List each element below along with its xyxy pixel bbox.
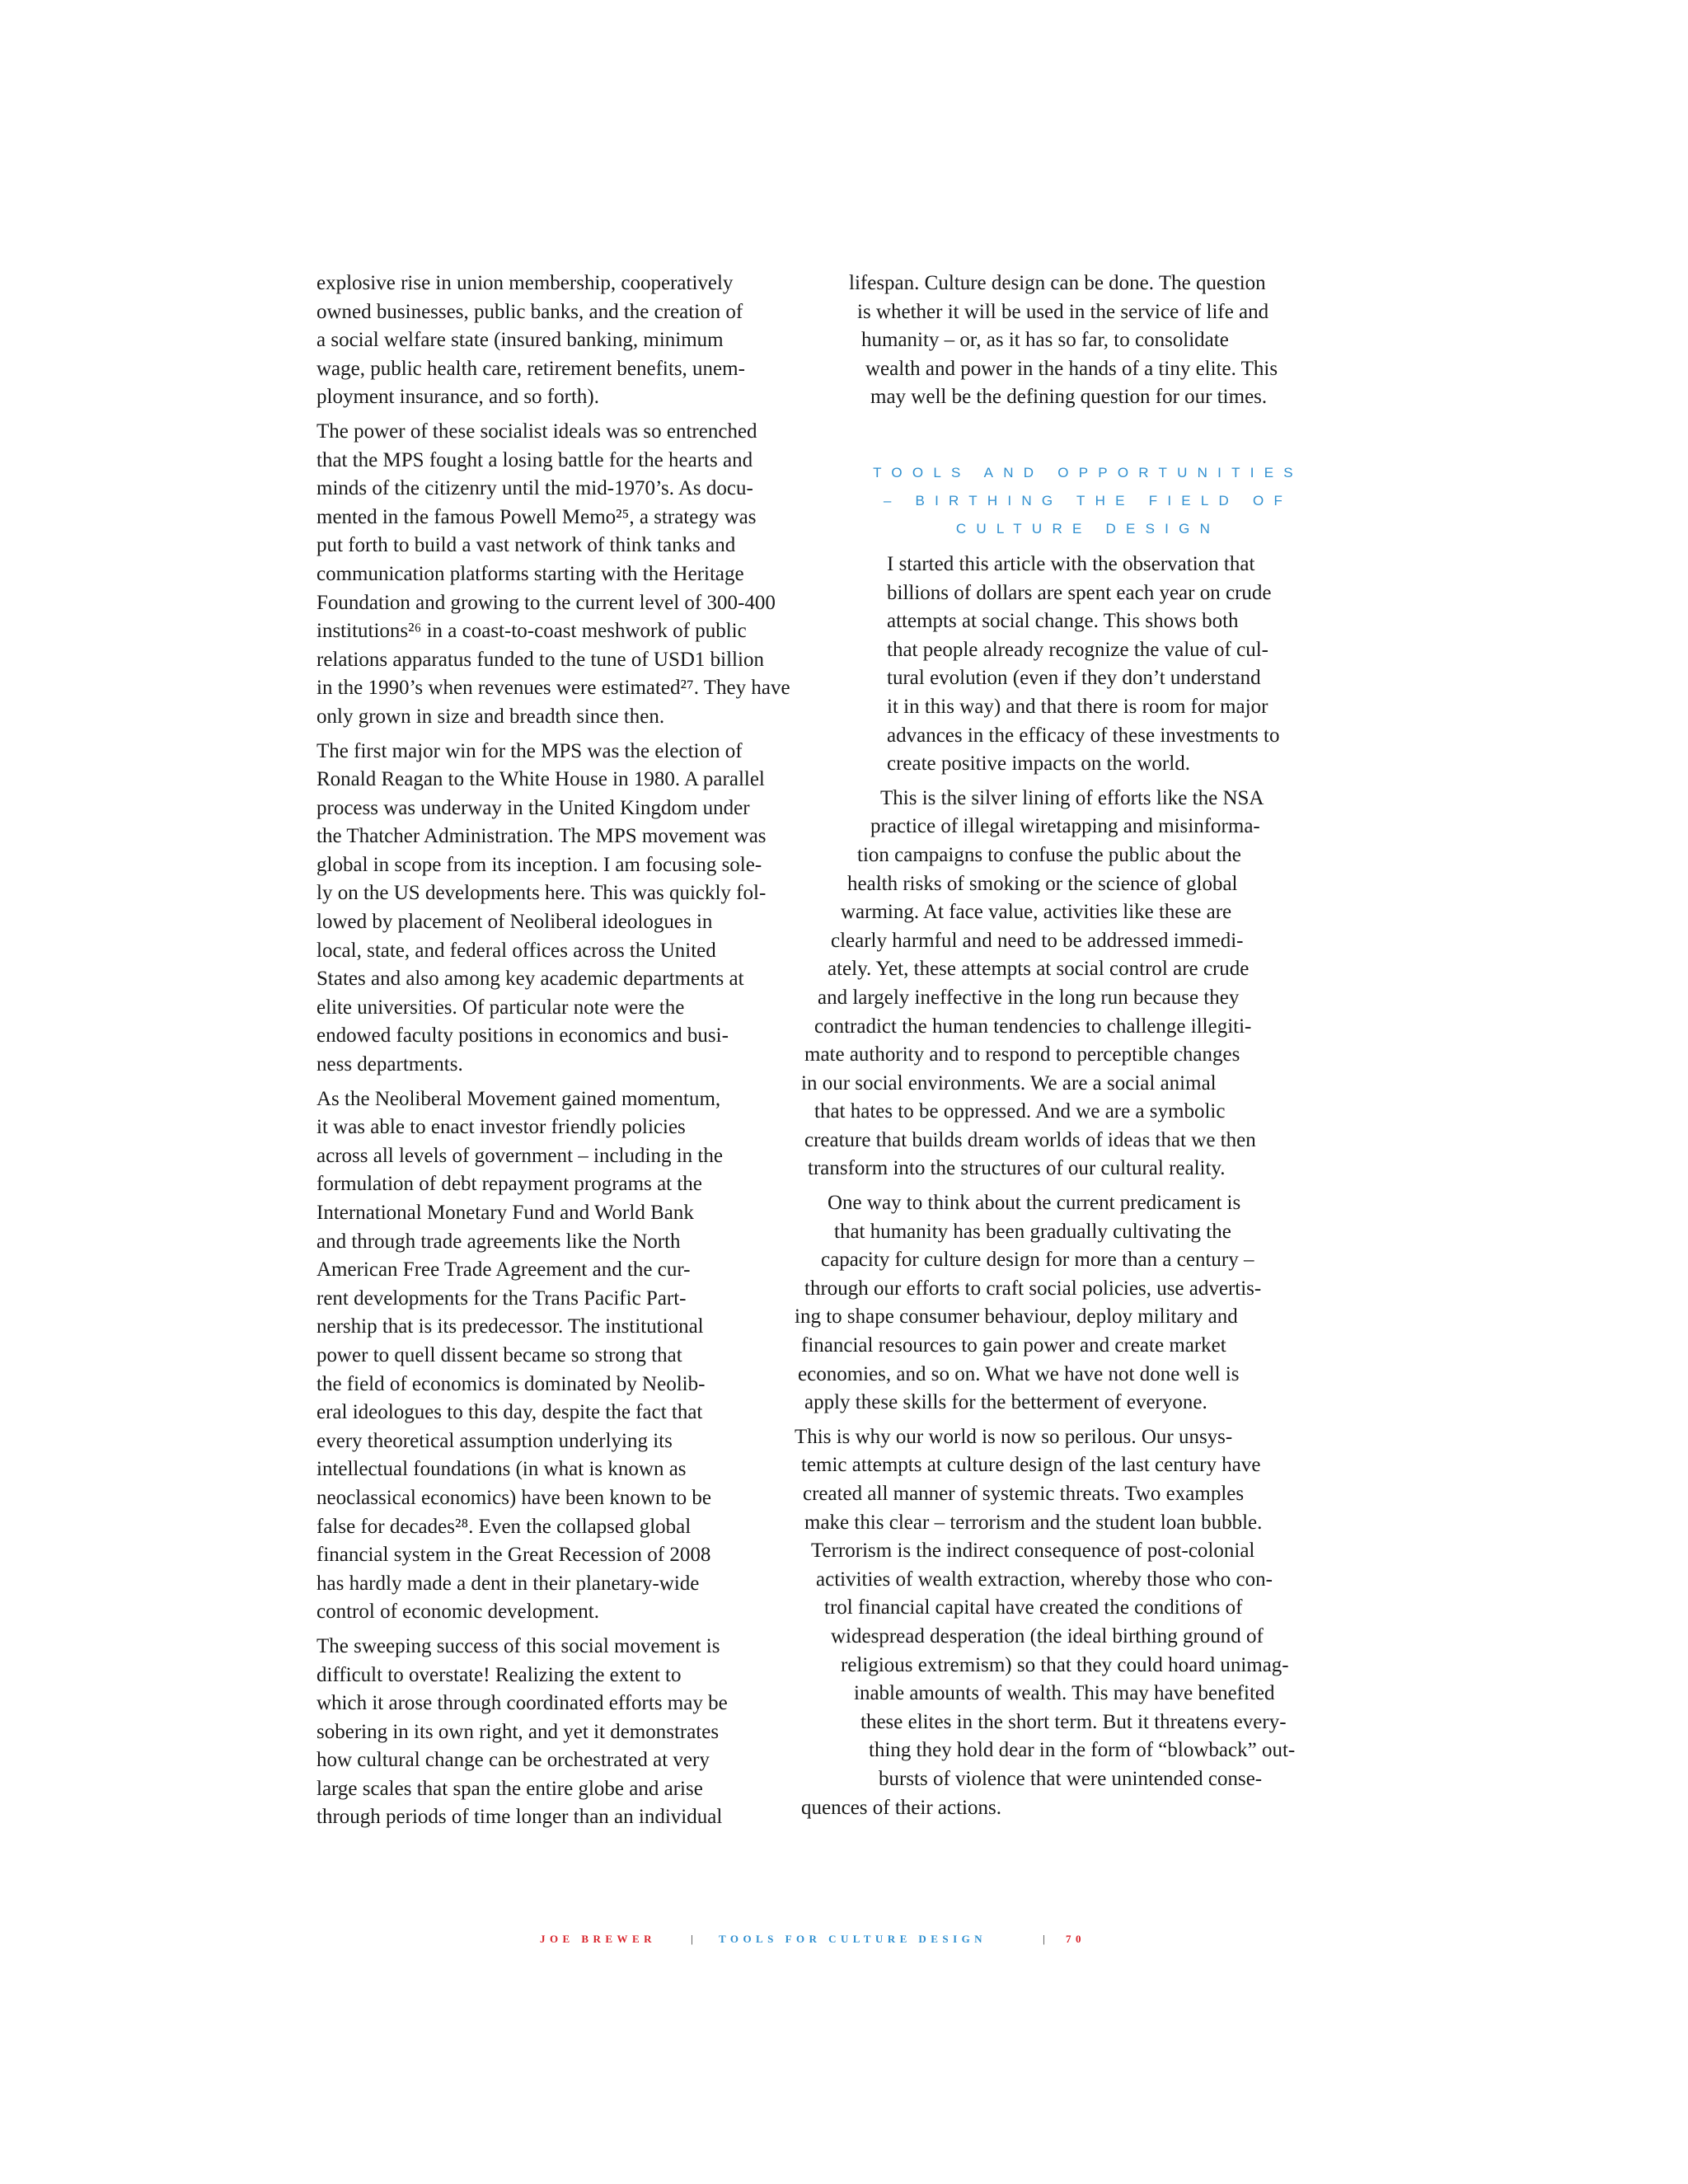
text-line: As the Neoliberal Movement gained momentum, xyxy=(316,1087,721,1110)
text-line: that people already recognize the value of cul- xyxy=(887,638,1268,661)
text-line: owned businesses, public banks, and the creation of xyxy=(316,300,743,323)
text-line: practice of illegal wiretapping and misinforma- xyxy=(870,815,1260,838)
text-line: The sweeping success of this social movement is xyxy=(316,1634,720,1657)
text-line: minds of the citizenry until the mid-1970’s. As docu- xyxy=(316,477,753,500)
text-line: ness departments. xyxy=(316,1053,463,1076)
text-line: institutions²⁶ in a coast-to-coast meshwork of public xyxy=(316,620,747,643)
text-line: ing to shape consumer behaviour, deploy military and xyxy=(795,1305,1238,1329)
paragraph-break xyxy=(316,412,828,418)
text-line: activities of wealth extraction, whereby those who con- xyxy=(816,1568,1273,1591)
section-heading-line: TOOLS AND OPPORTUNITIES xyxy=(873,465,1303,480)
left-text-column xyxy=(316,269,828,1832)
text-line: difficult to overstate! Realizing the extent to xyxy=(316,1663,682,1686)
text-line: apply these skills for the betterment of everyone. xyxy=(804,1391,1207,1414)
text-line: contradict the human tendencies to challenge illegiti- xyxy=(814,1015,1252,1038)
text-line: bursts of violence that were unintended conse- xyxy=(879,1767,1263,1790)
text-line: sobering in its own right, and yet it demonstrates xyxy=(316,1720,720,1743)
text-line: created all manner of systemic threats. Two examples xyxy=(803,1483,1245,1505)
footer-book-title: TOOLS FOR CULTURE DESIGN xyxy=(719,1933,987,1945)
text-line: it in this way) and that there is room for major xyxy=(887,695,1268,718)
page-footer xyxy=(0,1933,1688,1949)
text-line: wealth and power in the hands of a tiny elite. This xyxy=(865,357,1278,380)
text-line: tion campaigns to confuse the public about the xyxy=(857,843,1241,866)
text-line: is whether it will be used in the service of life and xyxy=(857,300,1269,323)
text-line: which it arose through coordinated efforts may be xyxy=(316,1692,728,1715)
text-line: The first major win for the MPS was the election of xyxy=(316,739,743,762)
text-line: across all levels of government – including in the xyxy=(316,1144,723,1167)
text-line: eral ideologues to this day, despite the fact that xyxy=(316,1401,703,1424)
text-line: rent developments for the Trans Pacific Part- xyxy=(316,1286,687,1310)
text-line: financial system in the Great Recession of 2008 xyxy=(316,1544,711,1567)
text-line: control of economic development. xyxy=(316,1601,599,1624)
text-line: transform into the structures of our cultural reality. xyxy=(808,1157,1226,1180)
text-line: that hates to be oppressed. And we are a symbolic xyxy=(814,1100,1226,1123)
text-line: make this clear – terrorism and the student loan bubble. xyxy=(804,1511,1263,1534)
text-line: explosive rise in union membership, cooperatively xyxy=(316,272,734,294)
text-line: I started this article with the observation that xyxy=(887,553,1255,575)
text-line: every theoretical assumption underlying its xyxy=(316,1429,673,1452)
text-line: Terrorism is the indirect consequence of post-colonial xyxy=(811,1540,1255,1563)
section-heading-line: CULTURE DESIGN xyxy=(955,521,1221,537)
text-line: International Monetary Fund and World Bank xyxy=(316,1202,694,1224)
footer-author: JOE BREWER xyxy=(540,1933,656,1945)
text-line: billions of dollars are spent each year on crude xyxy=(887,581,1272,604)
text-line: large scales that span the entire globe and arise xyxy=(316,1777,703,1800)
text-line: American Free Trade Agreement and the cur- xyxy=(316,1258,691,1282)
text-line: wage, public health care, retirement benefits, unem- xyxy=(316,357,745,380)
text-line: humanity – or, as it has so far, to consolidate xyxy=(861,329,1229,352)
text-line: thing they hold dear in the form of “blowback” out- xyxy=(869,1739,1296,1762)
text-line: temic attempts at culture design of the last century have xyxy=(801,1454,1261,1477)
text-line: power to quell dissent became so strong that xyxy=(316,1343,682,1366)
text-line: it was able to enact investor friendly policies xyxy=(316,1116,686,1139)
text-line: trol financial capital have created the conditions of xyxy=(824,1596,1243,1619)
right-text-column-body xyxy=(795,551,1320,1822)
text-line: financial resources to gain power and create market xyxy=(801,1334,1226,1357)
section-heading-line: – BIRTHING THE FIELD OF xyxy=(883,493,1293,509)
text-line: that humanity has been gradually cultivating the xyxy=(834,1220,1231,1243)
paragraph-break xyxy=(801,779,1320,785)
text-line: mate authority and to respond to perceptible changes xyxy=(804,1043,1240,1066)
text-line: capacity for culture design for more than a century – xyxy=(821,1249,1254,1272)
text-line: in our social environments. We are a social animal xyxy=(801,1071,1217,1094)
text-line: and largely ineffective in the long run because they xyxy=(818,986,1240,1009)
page-number: 70 xyxy=(1066,1933,1085,1945)
text-line: quences of their actions. xyxy=(801,1796,1001,1819)
paragraph-break xyxy=(316,732,828,738)
text-line: formulation of debt repayment programs at the xyxy=(316,1173,702,1196)
text-line: Foundation and growing to the current level of 300-400 xyxy=(316,591,776,614)
text-line: create positive impacts on the world. xyxy=(887,752,1190,776)
text-line: false for decades²⁸. Even the collapsed global xyxy=(316,1515,692,1538)
text-line: local, state, and federal offices across the United xyxy=(316,939,716,962)
footer-separator: | xyxy=(1043,1933,1045,1945)
text-line: warming. At face value, activities like these are xyxy=(841,901,1232,924)
text-line: global in scope from its inception. I am focusing sole- xyxy=(316,853,762,876)
text-line: attempts at social change. This shows both xyxy=(887,610,1239,633)
text-line: Ronald Reagan to the White House in 1980. A parallel xyxy=(316,768,765,791)
paragraph-break xyxy=(316,1627,828,1633)
text-line: and through trade agreements like the North xyxy=(316,1230,681,1253)
text-line: tural evolution (even if they don’t understand xyxy=(887,667,1261,690)
text-line: process was underway in the United Kingdom under xyxy=(316,796,750,819)
text-line: The power of these socialist ideals was so entrenched xyxy=(316,419,757,443)
text-line: One way to think about the current predicament is xyxy=(828,1192,1241,1215)
text-line: This is the silver lining of efforts like the NSA xyxy=(880,786,1264,809)
section-heading xyxy=(857,459,1319,543)
text-line: relations apparatus funded to the tune of USD1 billion xyxy=(316,648,764,671)
paragraph-break xyxy=(316,1080,828,1085)
text-line: creature that builds dream worlds of ideas that we then xyxy=(804,1128,1256,1151)
text-line: elite universities. Of particular note were the xyxy=(316,996,685,1019)
text-line: endowed faculty positions in economics and busi- xyxy=(316,1024,729,1047)
text-line: how cultural change can be orchestrated at very xyxy=(316,1749,710,1772)
text-line: This is why our world is now so perilous. Our unsys- xyxy=(795,1425,1233,1448)
text-line: in the 1990’s when revenues were estimated²⁷. They have xyxy=(316,677,790,700)
text-line: that the MPS fought a losing battle for the hearts and xyxy=(316,448,753,471)
text-line: ately. Yet, these attempts at social control are crude xyxy=(828,958,1250,981)
text-line: only grown in size and breadth since then. xyxy=(316,705,665,728)
text-line: inable amounts of wealth. This may have benefited xyxy=(854,1682,1275,1705)
text-line: widespread desperation (the ideal birthing ground of xyxy=(831,1624,1264,1647)
text-line: religious extremism) so that they could hoard unimag- xyxy=(841,1653,1289,1676)
paragraph-break xyxy=(801,1183,1320,1189)
text-line: communication platforms starting with the Heritage xyxy=(316,562,744,585)
paragraph-break xyxy=(801,1418,1320,1423)
text-line: put forth to build a vast network of think tanks and xyxy=(316,534,736,557)
text-line: nership that is its predecessor. The institutional xyxy=(316,1315,704,1338)
footer-separator: | xyxy=(691,1933,693,1945)
text-line: has hardly made a dent in their planetary-wide xyxy=(316,1572,700,1595)
text-line: the field of economics is dominated by Neolib- xyxy=(316,1372,706,1395)
text-line: through our efforts to craft social policies, use advertis- xyxy=(804,1277,1262,1300)
text-line: a social welfare state (insured banking, minimum xyxy=(316,329,724,352)
text-line: ployment insurance, and so forth). xyxy=(316,386,599,409)
text-line: lowed by placement of Neoliberal ideologues in xyxy=(316,911,713,934)
text-line: States and also among key academic departments at xyxy=(316,968,744,991)
text-line: through periods of time longer than an individual xyxy=(316,1806,723,1829)
text-line: ly on the US developments here. This was quickly fol- xyxy=(316,882,767,905)
text-line: clearly harmful and need to be addressed immedi- xyxy=(831,929,1244,952)
text-line: intellectual foundations (in what is known as xyxy=(316,1458,687,1481)
right-text-column-top xyxy=(801,269,1320,412)
text-line: these elites in the short term. But it threatens every- xyxy=(860,1710,1287,1733)
text-line: health risks of smoking or the science of global xyxy=(847,872,1238,895)
text-line: neoclassical economics) have been known to be xyxy=(316,1486,711,1509)
text-line: mented in the famous Powell Memo²⁵, a strategy was xyxy=(316,505,757,528)
text-line: the Thatcher Administration. The MPS movement was xyxy=(316,825,767,848)
text-line: may well be the defining question for our times. xyxy=(870,386,1268,409)
text-line: lifespan. Culture design can be done. The question xyxy=(849,272,1266,294)
text-line: advances in the efficacy of these investments to xyxy=(887,724,1280,747)
text-line: economies, and so on. What we have not done well is xyxy=(798,1362,1240,1385)
